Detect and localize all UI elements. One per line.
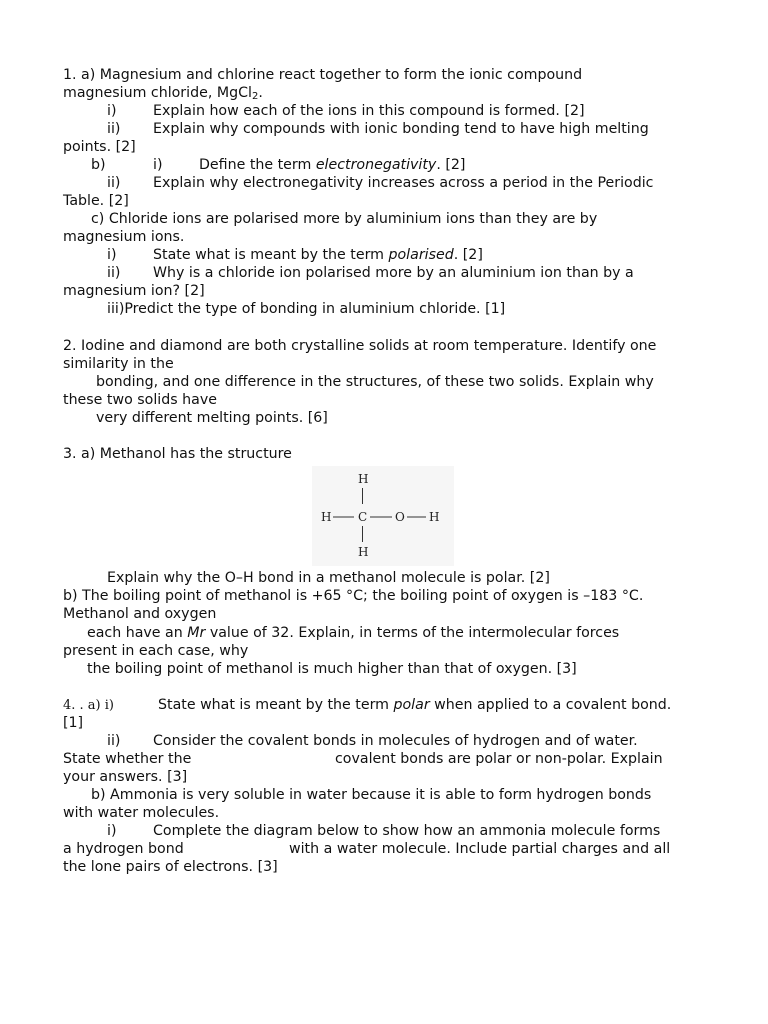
q4-aii-line-2b: covalent bonds are polar or non-polar. Explain [335, 751, 663, 767]
q3-line-1: 3. a) Methanol has the structure [63, 446, 292, 462]
q3-b-line-5: the boiling point of methanol is much higher than that of oxygen. [3] [87, 661, 577, 677]
methanol-structure-diagram [312, 466, 454, 566]
q1-ci-text: State what is meant by the term polarised. [2] [153, 247, 483, 263]
q1-ai-number: i) [107, 103, 117, 119]
structure-h-top: H [358, 472, 369, 486]
q4-bi-line-2a: a hydrogen bond [63, 841, 184, 857]
q2-line-4: these two solids have [63, 392, 217, 408]
q1-bi-text: Define the term electronegativity. [2] [199, 157, 466, 173]
q1-bii-continuation: Table. [2] [63, 193, 129, 209]
q1-intro-line-1: 1. a) Magnesium and chlorine react together to form the ionic compound [63, 67, 583, 83]
q1-c-line-1: c) Chloride ions are polarised more by aluminium ions than they are by [91, 211, 598, 227]
q4-b-line-1: b) Ammonia is very soluble in water because it is able to form hydrogen bonds [91, 787, 652, 803]
q1-ci-number: i) [107, 247, 117, 263]
q1-bi-number: i) [153, 157, 163, 173]
q2-line-3: bonding, and one difference in the structures, of these two solids. Explain why [96, 374, 654, 390]
q3-b-line-2: Methanol and oxygen [63, 606, 217, 622]
q1-cii-text: Why is a chloride ion polarised more by an aluminium ion than by a [153, 265, 634, 281]
q4-aii-line-2a: State whether the [63, 751, 192, 767]
q1-c-line-2: magnesium ions. [63, 229, 185, 245]
q2-line-1: 2. Iodine and diamond are both crystalline solids at room temperature. Identify one [63, 338, 657, 354]
q4-bi-number: i) [107, 823, 117, 839]
q1-bii-text: Explain why electronegativity increases across a period in the Periodic [153, 175, 654, 191]
q1-intro-line-2: magnesium chloride, MgCl$_2$. [63, 85, 263, 102]
q4-label: 4. . a) i) [63, 698, 114, 713]
q1-ciii-text: iii)Predict the type of bonding in aluminium chloride. [1] [107, 301, 506, 317]
q4-bi-line-2b: with a water molecule. Include partial charges and all [289, 841, 671, 857]
q4-bi-line-3: the lone pairs of electrons. [3] [63, 859, 278, 875]
q3-b-line-1: b) The boiling point of methanol is +65 °C; the boiling point of oxygen is –183 °C. [63, 588, 644, 604]
q1-aii-text: Explain why compounds with ionic bonding tend to have high melting [153, 121, 649, 137]
q3-b-line-3: each have an Mr value of 32. Explain, in terms of the intermolecular forces [87, 625, 620, 641]
q3-a-text: Explain why the O–H bond in a methanol molecule is polar. [2] [107, 570, 550, 586]
q1-b-label: b) [91, 157, 106, 173]
q1-cii-continuation: magnesium ion? [2] [63, 283, 205, 299]
q4-aii-text: Consider the covalent bonds in molecules of hydrogen and of water. [153, 733, 638, 749]
q2-line-5: very different melting points. [6] [96, 410, 328, 426]
structure-h-bottom: H [358, 545, 369, 559]
q4-b-line-2: with water molecules. [63, 805, 220, 821]
q3-b-line-4: present in each case, why [63, 643, 249, 659]
structure-o: O [395, 510, 405, 524]
structure-h-left: H [321, 510, 332, 524]
q4-bi-text: Complete the diagram below to show how an ammonia molecule forms [153, 823, 661, 839]
q4-aii-line-3: your answers. [3] [63, 769, 188, 785]
q4-ai-mark: [1] [63, 715, 84, 731]
q4-aii-number: ii) [107, 733, 121, 749]
q1-cii-number: ii) [107, 265, 121, 281]
q1-ai-text: Explain how each of the ions in this compound is formed. [2] [153, 103, 585, 119]
q1-aii-continuation: points. [2] [63, 139, 136, 155]
q4-ai-text: State what is meant by the term polar when applied to a covalent bond. [158, 697, 672, 713]
q2-line-2: similarity in the [63, 356, 174, 372]
structure-c: C [358, 510, 368, 524]
q1-bii-number: ii) [107, 175, 121, 191]
structure-h-right: H [429, 510, 440, 524]
q1-aii-number: ii) [107, 121, 121, 137]
